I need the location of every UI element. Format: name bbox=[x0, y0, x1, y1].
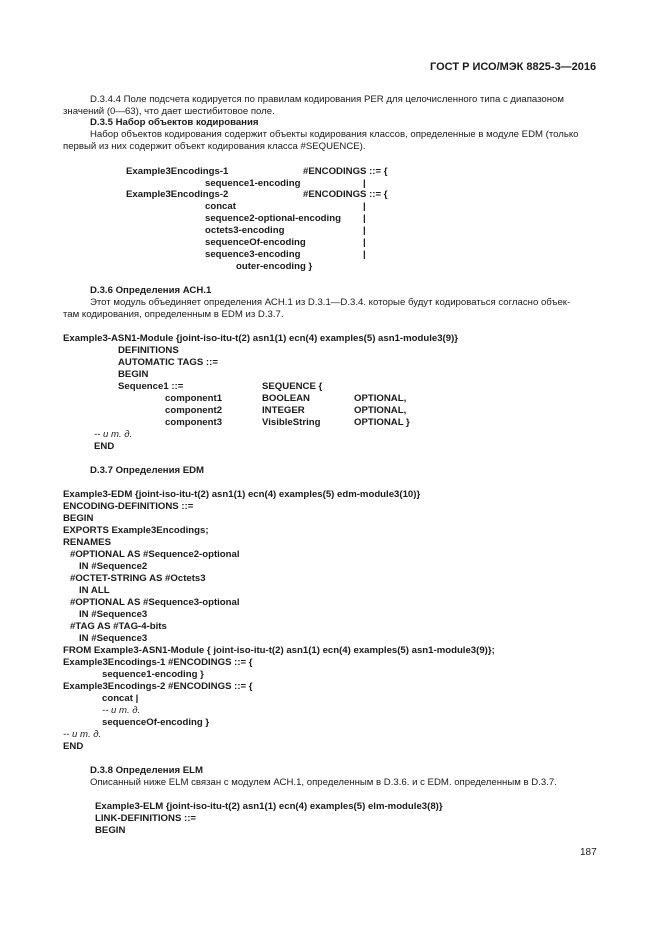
code-line: sequence2-optional-encoding bbox=[205, 213, 341, 224]
paragraph-d344-line1: D.3.4.4 Поле подсчета кодируется по правилам кодирования PER для целочисленного типа с диапазоном bbox=[90, 94, 564, 105]
code-line: INTEGER bbox=[262, 405, 305, 416]
code-line: #ENCODINGS ::= { bbox=[303, 189, 388, 200]
code-line: IN ALL bbox=[79, 585, 110, 596]
page-number: 187 bbox=[580, 847, 597, 858]
code-line: BEGIN bbox=[63, 513, 94, 524]
code-line: OPTIONAL, bbox=[354, 405, 407, 416]
code-line: IN #Sequence3 bbox=[79, 609, 148, 620]
code-line: #ENCODINGS ::= { bbox=[303, 166, 388, 177]
code-line: IN #Sequence2 bbox=[79, 561, 148, 572]
code-line: concat bbox=[205, 201, 236, 212]
code-line: | bbox=[363, 213, 366, 224]
code-line: sequence1-encoding bbox=[205, 178, 301, 189]
code-line: ENCODING-DEFINITIONS ::= bbox=[63, 501, 194, 512]
code-line: DEFINITIONS bbox=[118, 345, 179, 356]
code-line: OPTIONAL, bbox=[354, 393, 407, 404]
paragraph-d36-line1: Этот модуль объединяет определения АСН.1 из D.3.1—D.3.4. которые будут кодироваться согласно объек- bbox=[90, 297, 571, 308]
code-line: VisibleString bbox=[262, 417, 321, 428]
code-line: sequenceOf-encoding bbox=[205, 237, 306, 248]
code-line: | bbox=[363, 225, 366, 236]
code-line: component3 bbox=[165, 417, 223, 428]
code-line: sequence3-encoding bbox=[205, 249, 301, 260]
code-line: #OPTIONAL AS #Sequence3-optional bbox=[70, 597, 240, 608]
code-line: Example3Encodings-1 bbox=[126, 166, 229, 177]
code-line: sequenceOf-encoding } bbox=[102, 717, 210, 728]
paragraph-d35-line2: первый из них содержит объект кодирования класса #SEQUENCE). bbox=[63, 141, 366, 152]
code-comment: -- и т. д. bbox=[102, 705, 141, 716]
code-line: AUTOMATIC TAGS ::= bbox=[118, 357, 218, 368]
code-line: #OPTIONAL AS #Sequence2-optional bbox=[70, 549, 240, 560]
code-line: EXPORTS Example3Encodings; bbox=[63, 525, 209, 536]
code-line: END bbox=[94, 441, 115, 452]
section-heading-d36: D.3.6 Определения АСН.1 bbox=[90, 285, 212, 296]
code-line: Example3-ASN1-Module {joint-iso-itu-t(2) asn1(1) ecn(4) examples(5) asn1-module3(9)} bbox=[63, 333, 459, 344]
section-heading-d38: D.3.8 Определения ELM bbox=[90, 765, 203, 776]
section-heading-d35: D.3.5 Набор объектов кодирования bbox=[90, 117, 259, 128]
code-line: END bbox=[63, 741, 84, 752]
code-line: octets3-encoding bbox=[205, 225, 285, 236]
section-heading-d37: D.3.7 Определения EDM bbox=[90, 465, 205, 476]
code-line: | bbox=[363, 201, 366, 212]
code-line: IN #Sequence3 bbox=[79, 633, 148, 644]
code-line: SEQUENCE { bbox=[262, 381, 323, 392]
code-line: FROM Example3-ASN1-Module { joint-iso-itu-t(2) asn1(1) ecn(4) examples(5) asn1-module3(9)}; bbox=[63, 645, 495, 656]
page-header-title: ГОСТ Р ИСО/МЭК 8825-3—2016 bbox=[430, 61, 597, 73]
paragraph-d35-line1: Набор объектов кодирования содержит объекты кодирования классов, определенные в модуле EDM (только bbox=[90, 129, 579, 140]
code-line: | bbox=[363, 237, 366, 248]
code-line: BOOLEAN bbox=[262, 393, 310, 404]
code-line: #TAG AS #TAG-4-bits bbox=[70, 621, 167, 632]
code-line: OPTIONAL } bbox=[354, 417, 410, 428]
code-line: Example3Encodings-2 bbox=[126, 189, 229, 200]
code-line: sequence1-encoding } bbox=[102, 669, 204, 680]
code-line: | bbox=[363, 178, 366, 189]
code-line: LINK-DEFINITIONS ::= bbox=[95, 813, 196, 824]
code-line: outer-encoding } bbox=[236, 261, 313, 272]
code-line: component1 bbox=[165, 393, 223, 404]
code-line: | bbox=[363, 249, 366, 260]
code-comment: -- и т. д. bbox=[63, 729, 102, 740]
code-line: component2 bbox=[165, 405, 223, 416]
code-line: Example3-ELM {joint-iso-itu-t(2) asn1(1) ecn(4) examples(5) elm-module3(8)} bbox=[95, 801, 443, 812]
code-line: BEGIN bbox=[118, 369, 149, 380]
code-line: #OCTET-STRING AS #Octets3 bbox=[70, 573, 206, 584]
code-line: concat | bbox=[102, 693, 139, 704]
code-line: Example3Encodings-2 #ENCODINGS ::= { bbox=[63, 681, 253, 692]
code-line: Example3Encodings-1 #ENCODINGS ::= { bbox=[63, 657, 253, 668]
code-comment: -- и т. д. bbox=[94, 429, 133, 440]
paragraph-d344-line2: значений (0—63), что дает шестибитовое поле. bbox=[63, 106, 275, 117]
paragraph-d36-line2: там кодирования, определенным в EDM из D.3.7. bbox=[63, 309, 284, 320]
paragraph-d38-line1: Описанный ниже ELM связан с модулем АСН.1, определенным в D.3.6. и с EDM. определенным в D.3.7. bbox=[90, 777, 557, 788]
code-line: Example3-EDM {joint-iso-itu-t(2) asn1(1) ecn(4) examples(5) edm-module3(10)} bbox=[63, 489, 421, 500]
code-line: BEGIN bbox=[95, 825, 126, 836]
code-line: RENAMES bbox=[63, 537, 111, 548]
code-line: Sequence1 ::= bbox=[118, 381, 184, 392]
